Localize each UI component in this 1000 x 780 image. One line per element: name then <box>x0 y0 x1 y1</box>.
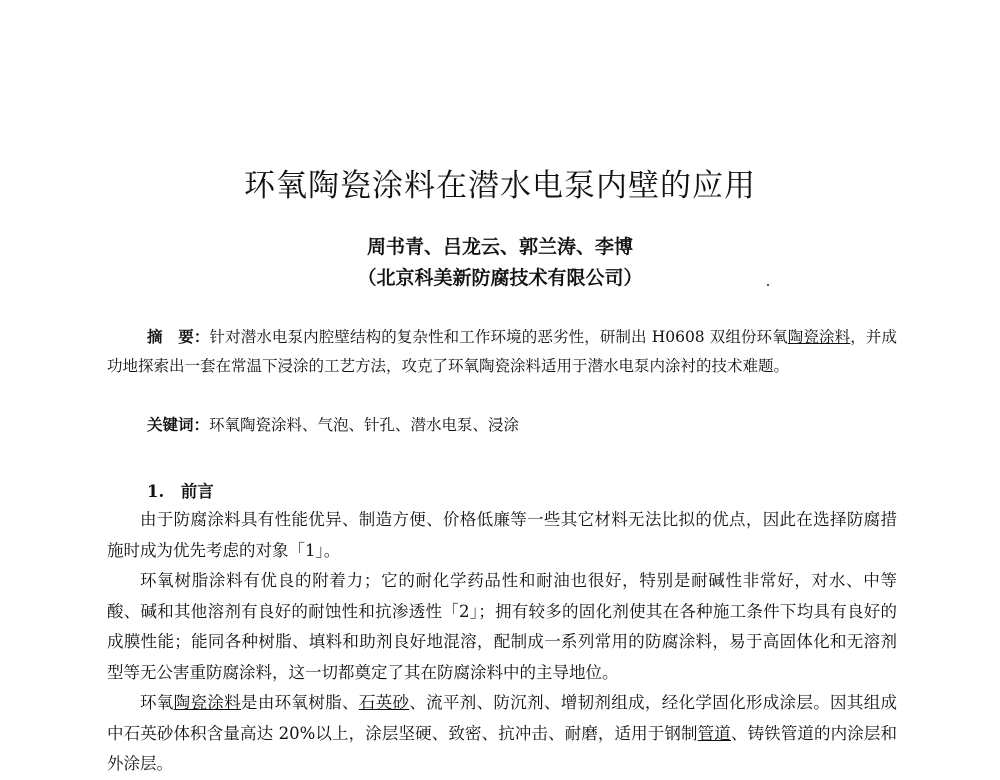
keywords-text: 环氧陶瓷涂料、气泡、针孔、潜水电泵、浸涂 <box>209 416 520 434</box>
term-link-quartz-sand[interactable]: 石英砂 <box>358 693 410 712</box>
section-heading: 1. 前言 <box>147 482 214 501</box>
paper-affiliation: （北京科美新防腐技术有限公司） <box>357 267 643 289</box>
abstract-text-after: ，并成功地探索出一套在常温下浸涂的工艺方法，攻克了环氧陶瓷涂料适用于潜水电泵内涂衬的技术难题。 <box>107 328 897 375</box>
p3-part-d: 、铸铁管道的内涂层和外涂层。 <box>107 723 898 773</box>
p3-part-a: 环氧 <box>140 693 174 712</box>
term-link-pipeline[interactable]: 管道 <box>697 723 731 743</box>
abstract-text-before: 针对潜水电泵内腔壁结构的复杂性和工作环境的恶劣性，研制出 H0608 双组份环氧 <box>209 328 788 346</box>
term-link-ceramic-coating[interactable]: 陶瓷涂料 <box>173 693 241 712</box>
keywords-label: 关键词： <box>147 415 210 434</box>
keywords <box>147 413 897 435</box>
abstract-label: 摘 要： <box>147 327 210 346</box>
scan-speck <box>767 284 769 286</box>
section-body <box>107 505 897 780</box>
paper-title: 环氧陶瓷涂料在潜水电泵内壁的应用 <box>244 168 756 204</box>
paragraph-3 <box>107 688 897 780</box>
paragraph-1: 由于防腐涂料具有性能优异、制造方便、价格低廉等一些其它材料无法比拟的优点，因此在选择防腐措施时成为优先考虑的对象「1」。 <box>107 510 897 560</box>
abstract <box>107 322 897 381</box>
paragraph-2: 环氧树脂涂料有优良的附着力；它的耐化学药品性和耐油也很好，特别是耐碱性非常好，对水、中等酸、碱和其他溶剂有良好的耐蚀性和抗渗透性「2」；拥有较多的固化剂使其在各种施工条件下均具有良好的成膜性能；能同各种树脂、填料和助剂良好地混溶，配制成一系列常用的防腐涂料，易于高固体化和无溶剂型等无公害重防腐涂料，这一切都奠定了其在防腐涂料中的主导地位。 <box>107 571 897 682</box>
p3-part-b: 是由环氧树脂、 <box>241 693 359 712</box>
abstract-term-link[interactable]: 陶瓷涂料 <box>787 328 851 346</box>
paper-authors: 周书青、吕龙云、郭兰涛、李博 <box>366 236 633 258</box>
p3-part-c: 、流平剂、防沉剂、增韧剂组成，经化学固化形成涂层。因其组成中石英砂体积含量高达 20%以上，涂层坚硬、致密、抗冲击、耐磨，适用于钢制 <box>107 693 898 743</box>
